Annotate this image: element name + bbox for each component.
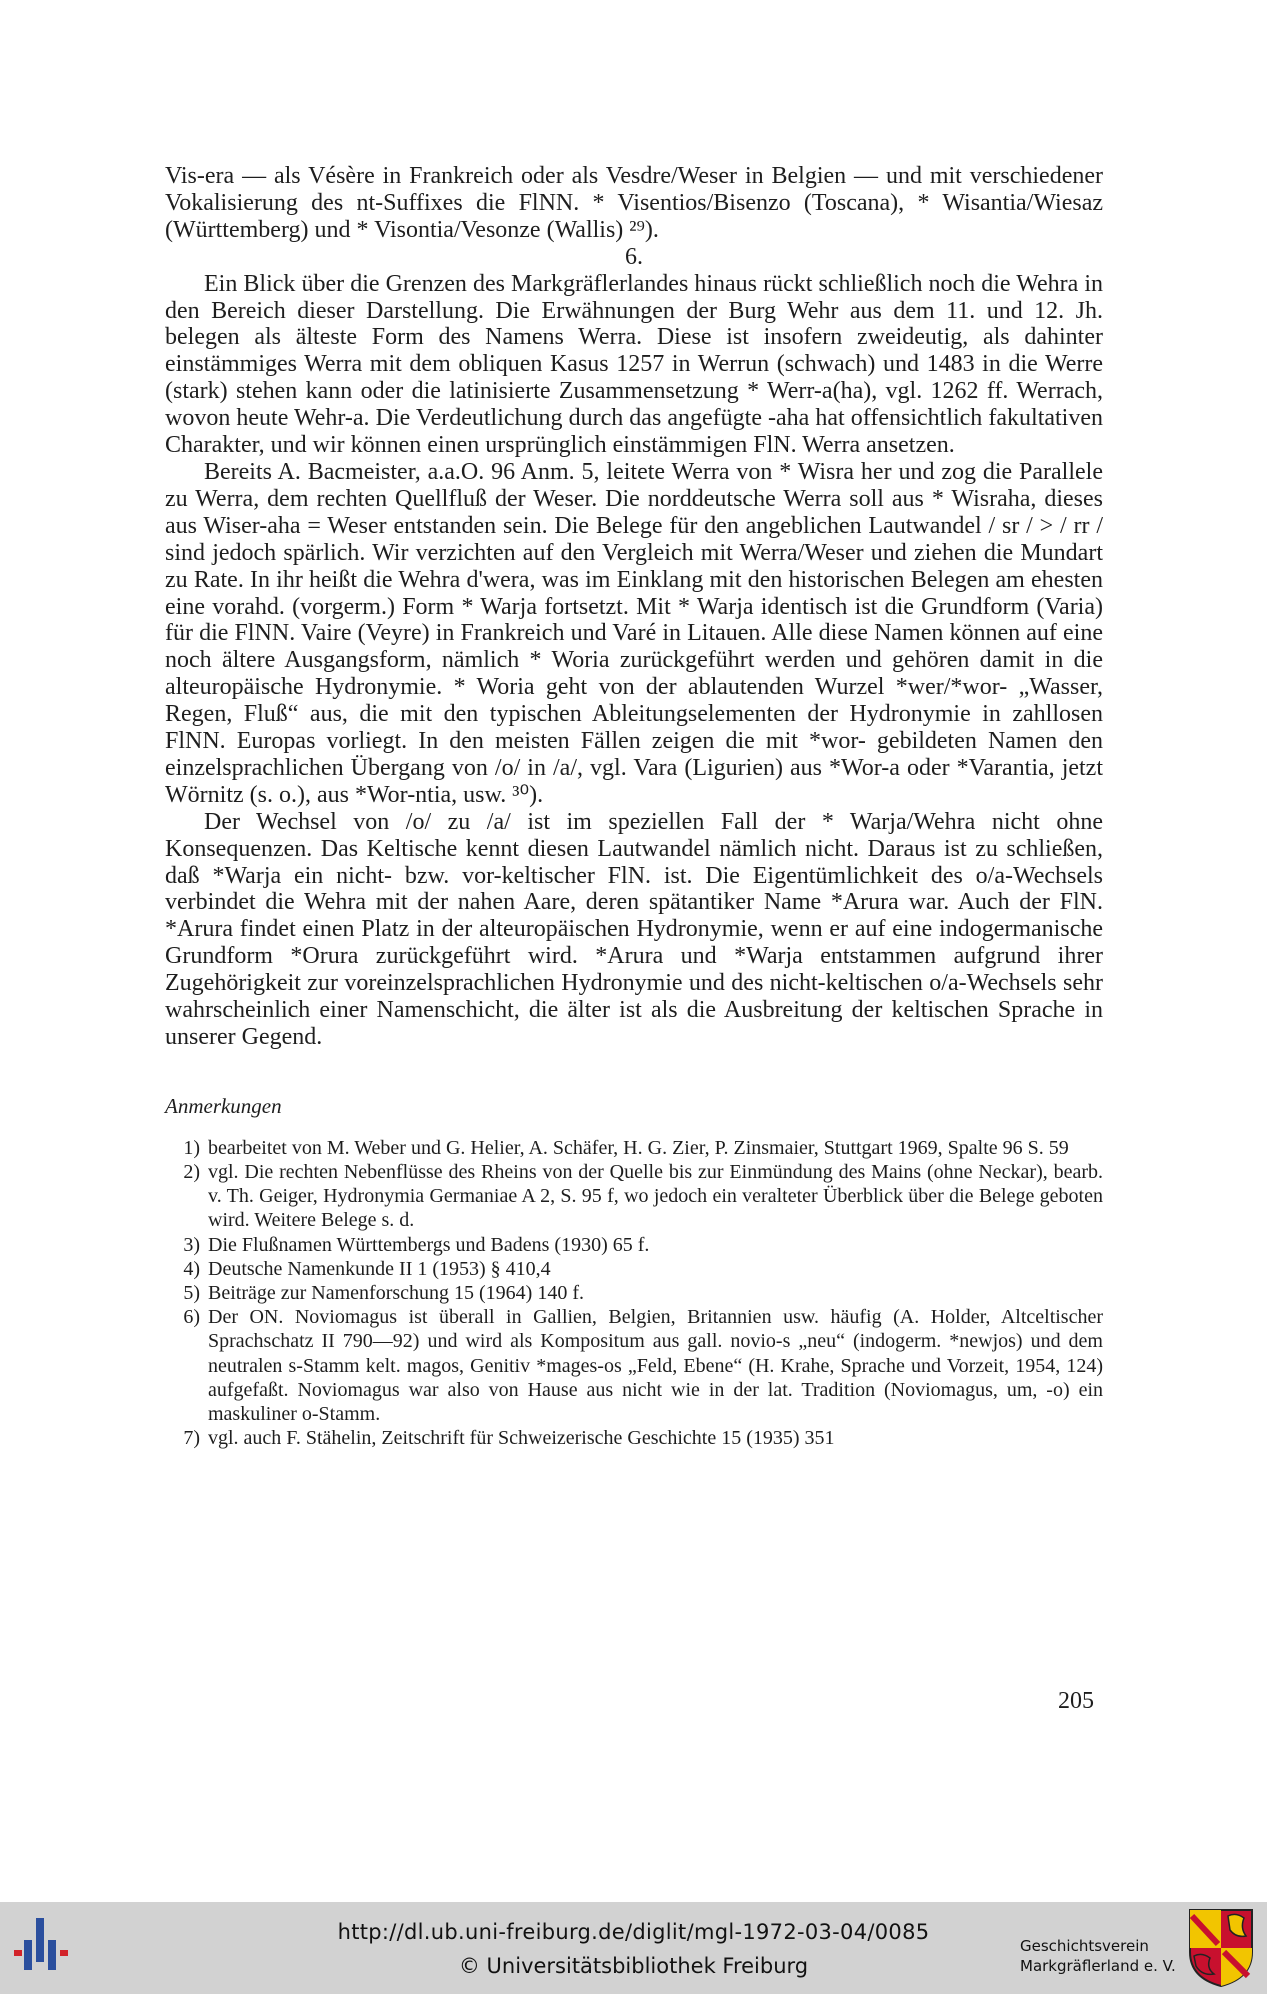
notes-heading: Anmerkungen [165,1093,282,1118]
page-number: 205 [1058,1688,1094,1714]
coat-of-arms-icon[interactable] [1188,1908,1254,1988]
note-item [165,1426,1103,1450]
document-url-link[interactable]: http://dl.ub.uni-freiburg.de/diglit/mgl-1972-03-04/0085 [337,1920,930,1944]
note-text: bearbeitet von M. Weber und G. Helier, A. Schäfer, H. G. Zier, P. Zinsmaier, Stuttgart 1969, Spalte 96 S. 59 [208,1136,1069,1159]
note-text: vgl. Die rechten Nebenflüsse des Rheins von der Quelle bis zur Einmündung des Mains (ohne Neckar), bearb. v. Th. Geiger, Hydronymia Germaniae A 2, S. 95 f, wo jedoch ein veralteter Überblick über die Belege geboten wird. Weitere Belege s. d. [208,1161,1103,1232]
organization-name [1020,1936,1176,1976]
note-item [165,1281,1103,1305]
note-number: 4) [183,1257,200,1280]
note-text: Beiträge zur Namenforschung 15 (1964) 140 f. [208,1282,584,1305]
note-number: 7) [183,1427,200,1450]
section-number: 6. [625,243,643,270]
note-item [165,1136,1103,1160]
note-number: 6) [183,1306,200,1329]
organization-line-1: Geschichtsverein [1020,1937,1149,1955]
note-number: 3) [183,1233,200,1256]
organization-line-2: Markgräflerland e. V. [1020,1957,1176,1975]
notes-list [165,1136,1103,1451]
note-text: vgl. auch F. Stähelin, Zeitschrift für Schweizerische Geschichte 15 (1935) 351 [208,1427,835,1450]
body-text [165,163,1103,1450]
note-number: 2) [183,1161,200,1184]
note-text: Die Flußnamen Württembergs und Badens (1930) 65 f. [208,1233,650,1256]
note-number: 5) [183,1282,200,1305]
footer-bar [0,1902,1267,1994]
paragraph-3: Der Wechsel von /o/ zu /a/ ist im speziellen Fall der * Warja/Wehra nicht ohne Konsequenzen. Das Keltische kennt diesen Lautwandel nämlich nicht. Daraus ist zu schließen, daß *Warja ein nicht- bzw. vor-keltischer FlN. ist. Die Eigentümlichkeit des o/a-Wechsels verbindet die Wehra mit der nahen Aare, deren spätantiker Name *Arura war. Auch der FlN. *Arura findet einen Platz in der alteuropäischen Hydronymie, wenn er auf eine indogermanische Grundform *Orura zurückgeführt wird. *Arura und *Warja entstammen aufgrund ihrer Zugehörigkeit zur voreinzelsprachlichen Hydronymie und des nicht-keltischen o/a-Wechsels sehr wahrscheinlich einer Namenschicht, die älter ist als die Ausbreitung der keltischen Sprache in unserer Gegend. [165,808,1103,1050]
note-item [165,1305,1103,1426]
note-item [165,1257,1103,1281]
note-item [165,1233,1103,1257]
note-item [165,1160,1103,1233]
paragraph-1: Ein Blick über die Grenzen des Markgräflerlandes hinaus rückt schließlich noch die Wehra in den Bereich dieser Darstellung. Die Erwähnungen der Burg Wehr aus dem 11. und 12. Jh. belegen als älteste Form des Namens Werra. Diese ist insofern zweideutig, als dahinter einstämmiges Werra mit dem obliquen Kasus 1257 in Werrun (schwach) und 1483 in die Werre (stark) stehen kann oder die latinisierte Zusammensetzung * Werr-a(ha), vgl. 1262 ff. Werrach, wovon heute Wehr-a. Die Verdeutlichung durch das angefügte -aha hat offensichtlich fakultativen Charakter, und wir können einen ursprünglich einstämmigen FlN. Werra ansetzen. [165,270,1103,459]
paragraph-2: Bereits A. Bacmeister, a.a.O. 96 Anm. 5, leitete Werra von * Wisra her und zog die Parallele zu Werra, dem rechten Quellfluß der Weser. Die norddeutsche Werra soll aus * Wisraha, dieses aus Wiser-aha = Weser entstanden sein. Die Belege für den angeblichen Lautwandel / sr / > / rr / sind jedoch spärlich. Wir verzichten auf den Vergleich mit Werra/Weser und ziehen die Mundart zu Rate. In ihr heißt die Wehra d'wera, was im Einklang mit den historischen Belegen am ehesten eine vorahd. (vorgerm.) Form * Warja fortsetzt. Mit * Warja identisch ist die Grundform (Varia) für die FlNN. Vaire (Veyre) in Frankreich und Varé in Litauen. Alle diese Namen können auf eine noch ältere Ausgangsform, nämlich * Woria zurückgeführt werden und gehören damit in die alteuropäische Hydronymie. * Woria geht von der ablautenden Wurzel *wer/*wor- „Wasser, Regen, Fluß“ aus, die mit den typischen Ableitungselementen der Hydronymie in zahllosen FlNN. Europas vorliegt. In den meisten Fällen zeigen die mit *wor- gebildeten Namen den einzelsprachlichen Übergang von /o/ in /a/, vgl. Vara (Ligurien) aus *Wor-a oder *Varantia, jetzt Wörnitz (s. o.), aus *Wor-ntia, usw. ³⁰). [165,458,1103,808]
note-text: Der ON. Noviomagus ist überall in Gallien, Belgien, Britannien usw. häufig (A. Holder, Altceltischer Sprachschatz II 790—92) und wird als Kompositum aus gall. novio-s „neu“ (indogerm. *newjos) und dem neutralen s-Stamm kelt. magos, Genitiv *mages-os „Feld, Ebene“ (H. Krahe, Sprache und Vorzeit, 1954, 124) aufgefaßt. Noviomagus war also von Hause aus nicht wie in der lat. Tradition (Noviomagus, um, -o) ein maskuliner o-Stamm. [208,1306,1103,1426]
paragraph-intro: Vis-era — als Vésère in Frankreich oder als Vesdre/Weser in Belgien — und mit verschiedener Vokalisierung des nt-Suffixes die FlNN. * Visentios/Bisenzo (Toscana), * Wisantia/Wiesaz (Württemberg) und * Visontia/Vesonze (Wallis) ²⁹). [165,163,1103,243]
note-number: 1) [183,1136,200,1159]
copyright-text: © Universitätsbibliothek Freiburg [458,1954,809,1978]
note-text: Deutsche Namenkunde II 1 (1953) § 410,4 [208,1257,551,1280]
